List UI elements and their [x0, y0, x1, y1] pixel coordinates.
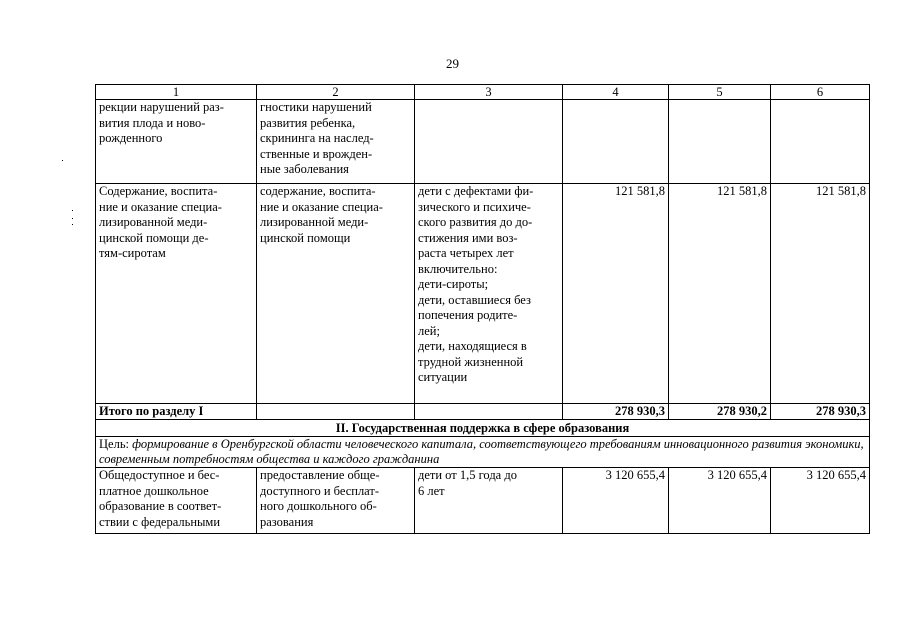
table-cell: 3 120 655,4	[771, 468, 870, 534]
table-cell: 121 581,8	[669, 184, 771, 404]
table-cell: рекции нарушений раз- вития плода и ново- рожденного	[96, 100, 257, 184]
goal-text: формирование в Оренбургской области человеческого капитала, соответствующего требованиям инновационного развития экономики, современным потребностям общества и каждого гражданина	[99, 437, 864, 466]
budget-table	[95, 84, 870, 534]
table-cell: дети от 1,5 года до 6 лет	[415, 468, 563, 534]
table-cell: дети с дефектами фи- зического и психиче- ского развития до до- стижения ими воз- раста четырех лет включительно: дети-сироты; дети, оставшиеся без попечения родите- лей; дети, находящиеся в трудной жизненной ситуации	[415, 184, 563, 404]
table-row	[96, 100, 870, 184]
table-cell: 3 120 655,4	[563, 468, 669, 534]
total-value: 278 930,2	[669, 404, 771, 420]
total-value: 278 930,3	[771, 404, 870, 420]
table-cell: гностики нарушений развития ребенка, скрининга на наслед- ственные и врожден- ные заболевания	[257, 100, 415, 184]
table-header-row	[96, 85, 870, 100]
scan-speck	[62, 160, 63, 161]
total-row	[96, 404, 870, 420]
table-cell: 121 581,8	[771, 184, 870, 404]
table-cell	[415, 404, 563, 420]
goal-row	[96, 437, 870, 468]
table-cell: содержание, воспита- ние и оказание специа- лизированной меди- цинской помощи	[257, 184, 415, 404]
total-label: Итого по разделу I	[96, 404, 257, 420]
table-row	[96, 184, 870, 404]
section-header-row	[96, 420, 870, 437]
table-cell	[563, 100, 669, 184]
table-cell: Общедоступное и бес- платное дошкольное образование в соответ- ствии с федеральными	[96, 468, 257, 534]
table-cell	[415, 100, 563, 184]
table-cell: Содержание, воспита- ние и оказание специа- лизированной меди- цинской помощи де- тям-сиротам	[96, 184, 257, 404]
column-header: 2	[257, 85, 415, 100]
table-cell: 3 120 655,4	[669, 468, 771, 534]
section-title: II. Государственная поддержка в сфере образования	[96, 420, 870, 437]
column-header: 3	[415, 85, 563, 100]
goal-prefix: Цель:	[99, 437, 133, 451]
table-cell: 121 581,8	[563, 184, 669, 404]
table-cell	[257, 404, 415, 420]
table-cell: предоставление обще- доступного и бесплат- ного дошкольного об- разования	[257, 468, 415, 534]
goal-cell	[96, 437, 870, 468]
page-number: 29	[446, 56, 459, 71]
column-header: 5	[669, 85, 771, 100]
total-value: 278 930,3	[563, 404, 669, 420]
scan-speck	[72, 224, 73, 225]
scan-speck	[72, 218, 73, 219]
table-cell	[771, 100, 870, 184]
column-header: 4	[563, 85, 669, 100]
column-header: 1	[96, 85, 257, 100]
table-row	[96, 468, 870, 534]
column-header: 6	[771, 85, 870, 100]
scan-speck	[72, 210, 73, 211]
table-cell	[669, 100, 771, 184]
